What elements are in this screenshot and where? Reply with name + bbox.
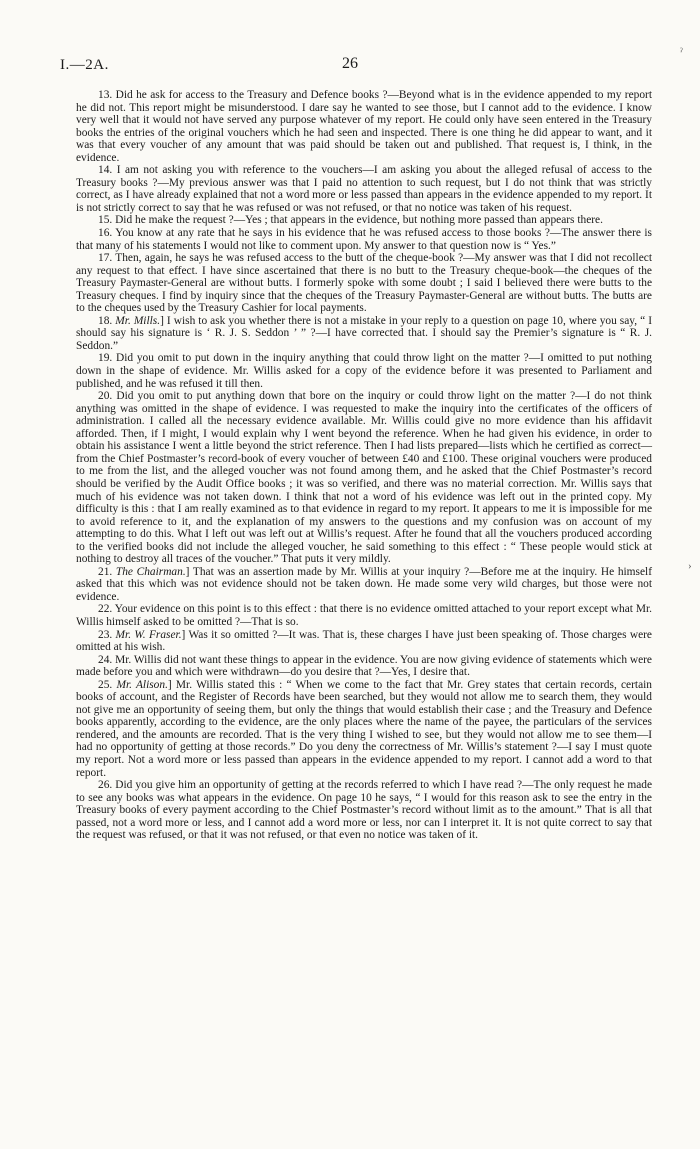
- paragraph-text: 20. Did you omit to put anything down that bore on the inquiry or could throw light on the matter ?—I do not think anything was omitted in the shape of evidence. I was requested to make the inquiry into the certificates of the officers of administration. I called all the necessary evidence available. Mr. Willis could give no more evidence than his affidavit afforded. Then, if I might, I would explain why I went beyond the reference. When he had given his evidence, in order to obtain his assistance I went a little beyond the strict reference. Then I had lists prepared—lists which he certified as correct—from the Chief Postmaster’s record-book of every voucher of between £40 and £100. These original vouchers were produced to me from the list, and the alleged voucher was not found among them, and he asked that the Chief Postmaster’s record should be verified by the Audit Office books ; it was so verified, and there was no material correction. Mr. Willis says that much of his evidence was not taken down. I think that not a word of his evidence was left out in the printed copy. My difficulty is this : that I am really examined as to that evidence in regard to my report. It appears to me it is impossible for me to avoid reference to it, and the explanation of my answers to the questions and my confusion was on account of my attempting to do this. What I left out was left out at Willis’s request. After he found that all the vouchers produced according to the verified books did not include the alleged voucher, he said something to this effect : “ These people would stick at nothing to destroy all traces of the voucher.” That puts it very mildly.: [76, 390, 652, 566]
- paragraph-text: 22. Your evidence on this point is to this effect : that there is no evidence omitted attached to your report except what Mr. Willis himself asked to be omitted ?—That is so.: [76, 603, 652, 628]
- paragraph-text: ] I wish to ask you whether there is not a mistake in your reply to a question on page 10, where you say, “ I should say his signature is ‘ R. J. S. Seddon ’ ” ?—I have corrected that. I should say the Premier’s signature is “ R. J. Seddon.”: [76, 314, 653, 352]
- question-paragraph: [76, 654, 652, 679]
- paragraph-text: 14. I am not asking you with reference to the vouchers—I am asking you about the alleged refusal of access to the Treasury books ?—My previous answer was that I paid no attention to such request, but I do not think that was strictly correct, as I have already explained that not a word more or less passed than appears in the evidence appended to my report. It is not strictly correct to say that he was refused or was not refused, or that no notice was taken of his request.: [76, 164, 652, 214]
- paragraph-text: 17. Then, again, he says he was refused access to the butt of the cheque-book ?—My answer was that I did not recollect any request to that effect. I have since ascertained that there is no butt to the Treasury cheque-book—the cheques of the Treasury Paymaster-General are without butts. I formerly spoke with some doubt ; I said I believed there were butts to the Treasury cheques. I find by inquiry since that the cheques of the Treasury Paymaster-General are without butts. The butts are to the cheques used by the Treasury Cashier for local payments.: [76, 252, 652, 315]
- question-paragraph: [76, 352, 652, 390]
- speaker-name: Mr. W. Fraser.: [115, 628, 182, 641]
- question-paragraph: [76, 252, 652, 315]
- question-paragraph: [76, 629, 652, 654]
- paragraph-text: 25.: [98, 678, 117, 691]
- paragraph-text: 18.: [98, 314, 116, 327]
- page-reference: I.—2A.: [60, 57, 109, 73]
- question-paragraph: [76, 779, 652, 842]
- paragraph-text: 19. Did you omit to put down in the inquiry anything that could throw light on the matter ?—I omitted to put nothing down in the shape of evidence. Mr. Willis asked for a copy of the evidence before it was presented to Parliament and published, and he was refused it till then.: [76, 352, 652, 390]
- paragraph-text: ] Mr. Willis stated this : “ When we come to the fact that Mr. Grey states that certain records, certain books of account, and the Register of Records have been searched, but they would not allow me to search them, they would not give me an opportunity of seeing them, but only the things that would establish their case ; and the Treasury and Defence books apparently, according to the evidence, are the only places where the name of the payee, the particulars of the services rendered, and the amounts are recorded. That is the very thing I wished to see, but they would not allow me to see them—I had no opportunity of getting at those records.” Do you deny the correctness of Mr. Willis’s statement ?—I say I must quote my report. Not a word more or less passed than appears in the evidence appended to my report. I cannot add a word to that report.: [76, 678, 652, 779]
- question-paragraph: [76, 679, 652, 779]
- margin-mark: ˀ: [680, 46, 683, 58]
- page-number: 26: [342, 55, 358, 72]
- paragraph-text: 16. You know at any rate that he says in his evidence that he was refused access to those books ?—The answer there is that many of his statements I would not like to comment upon. My answer to that question now is “ Yes.”: [76, 227, 652, 252]
- question-paragraph: [76, 390, 652, 566]
- question-paragraph: [76, 214, 652, 227]
- question-paragraph: [76, 566, 652, 604]
- paragraph-text: 23.: [98, 628, 116, 641]
- speaker-name: Mr. Mills.: [115, 314, 161, 327]
- paragraph-text: 21.: [98, 565, 116, 578]
- speaker-name: Mr. Alison.: [116, 678, 168, 691]
- paragraph-text: ] Was it so omitted ?—It was. That is, these charges I have just been speaking of. Those charges were omitted at his wish.: [76, 628, 652, 654]
- paragraph-text: 15. Did he make the request ?—Yes ; that appears in the evidence, but nothing more passed than appears there.: [98, 214, 603, 227]
- paragraph-text: 24. Mr. Willis did not want these things to appear in the evidence. You are now giving evidence of statements which were made before you and which were withdrawn—do you desire that ?—Yes, I desire that.: [76, 653, 652, 679]
- question-paragraph: [76, 315, 652, 353]
- question-paragraph: [76, 89, 652, 164]
- question-paragraph: [76, 227, 652, 252]
- paragraph-text: ] That was an assertion made by Mr. Willis at your inquiry ?—Before me at the inquiry. He himself asked that this which was not evidence should not be taken down. He made some very wild charges, but those were not evidence.: [76, 565, 652, 603]
- margin-mark: ›: [688, 560, 692, 572]
- paragraph-text: 26. Did you give him an opportunity of getting at the records referred to which I have read ?—The only request he made to see any books was what appears in the evidence. On page 10 he says, “ I would for this reason ask to see the entry in the Treasury books of every payment according to the Chief Postmaster’s record without limit as to the amount.” That is all that passed, not a word more or less, and I cannot add a word more or less, nor can I interpret it. It is not quite correct to say that the request was refused, or that it was not refused, or that even no notice was taken of it.: [76, 779, 652, 842]
- paragraph-text: 13. Did he ask for access to the Treasury and Defence books ?—Beyond what is in the evidence appended to my report he did not. This report might be misunderstood. I dare say he wanted to see those, but I cannot add to the evidence. I know very well that it would not have served any purpose whatever of my report. He could only have seen entered in the Treasury books the entries of the original vouchers which he had seen and inspected. There is one thing he did appear to want, and it was that every voucher of any amount that was paid should be taken out and published. That request is, I think, in the evidence.: [76, 89, 652, 164]
- question-paragraph: [76, 603, 652, 628]
- document-body: [76, 89, 652, 842]
- question-paragraph: [76, 164, 652, 214]
- speaker-name: The Chairman.: [115, 565, 186, 578]
